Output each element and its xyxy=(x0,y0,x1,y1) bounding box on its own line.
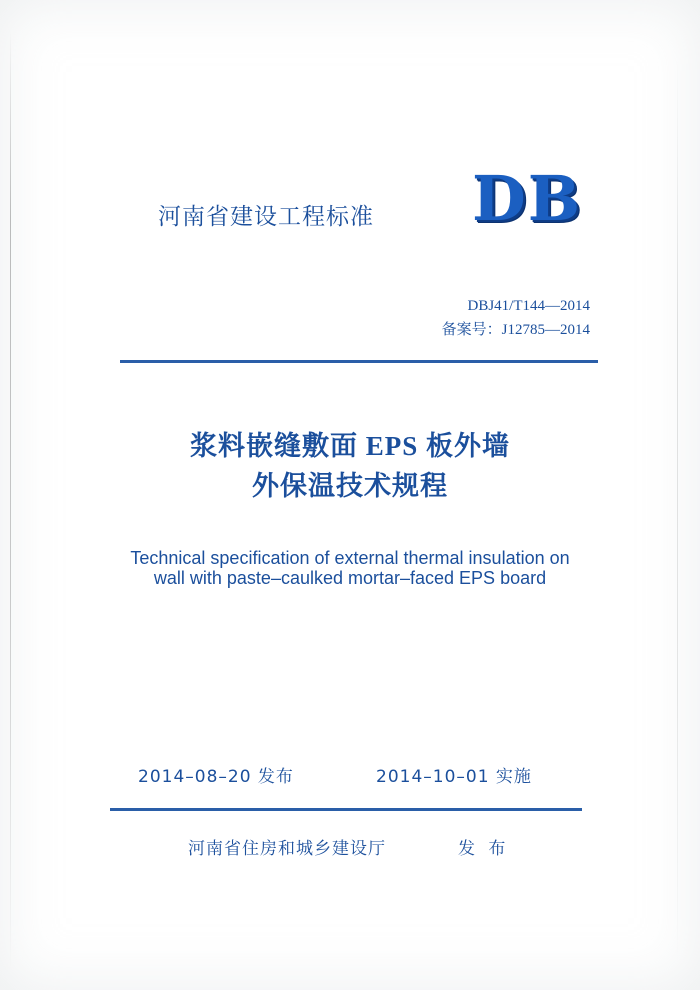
english-title-line-2: wall with paste–caulked mortar–faced EPS board xyxy=(153,568,547,588)
top-divider xyxy=(120,360,598,363)
chinese-title xyxy=(0,426,700,506)
chinese-title-line-1: 浆料嵌缝敷面 EPS 板外墙 xyxy=(189,431,511,461)
standard-number: DBJ41/T144—2014 xyxy=(467,298,590,314)
bottom-divider xyxy=(110,808,582,811)
db-logo: DB xyxy=(472,162,583,235)
page-right-edge xyxy=(677,60,678,960)
issuing-organization: 河南省住房和城乡建设厅 xyxy=(188,839,386,859)
chinese-title-line-2: 外保温技术规程 xyxy=(252,471,448,501)
english-title xyxy=(0,548,700,588)
issue-label: 发 布 xyxy=(458,839,510,859)
english-title-line-1: Technical specification of external thermal insulation on xyxy=(130,548,570,568)
record-number: 备案号：J12785—2014 xyxy=(441,322,590,338)
implementation-date: 2014–10–01 实施 xyxy=(376,767,532,787)
standard-category-name: 河南省建设工程标准 xyxy=(158,204,374,230)
header xyxy=(150,162,590,238)
publish-date: 2014–08–20 发布 xyxy=(138,767,294,787)
standard-codes xyxy=(442,294,590,342)
